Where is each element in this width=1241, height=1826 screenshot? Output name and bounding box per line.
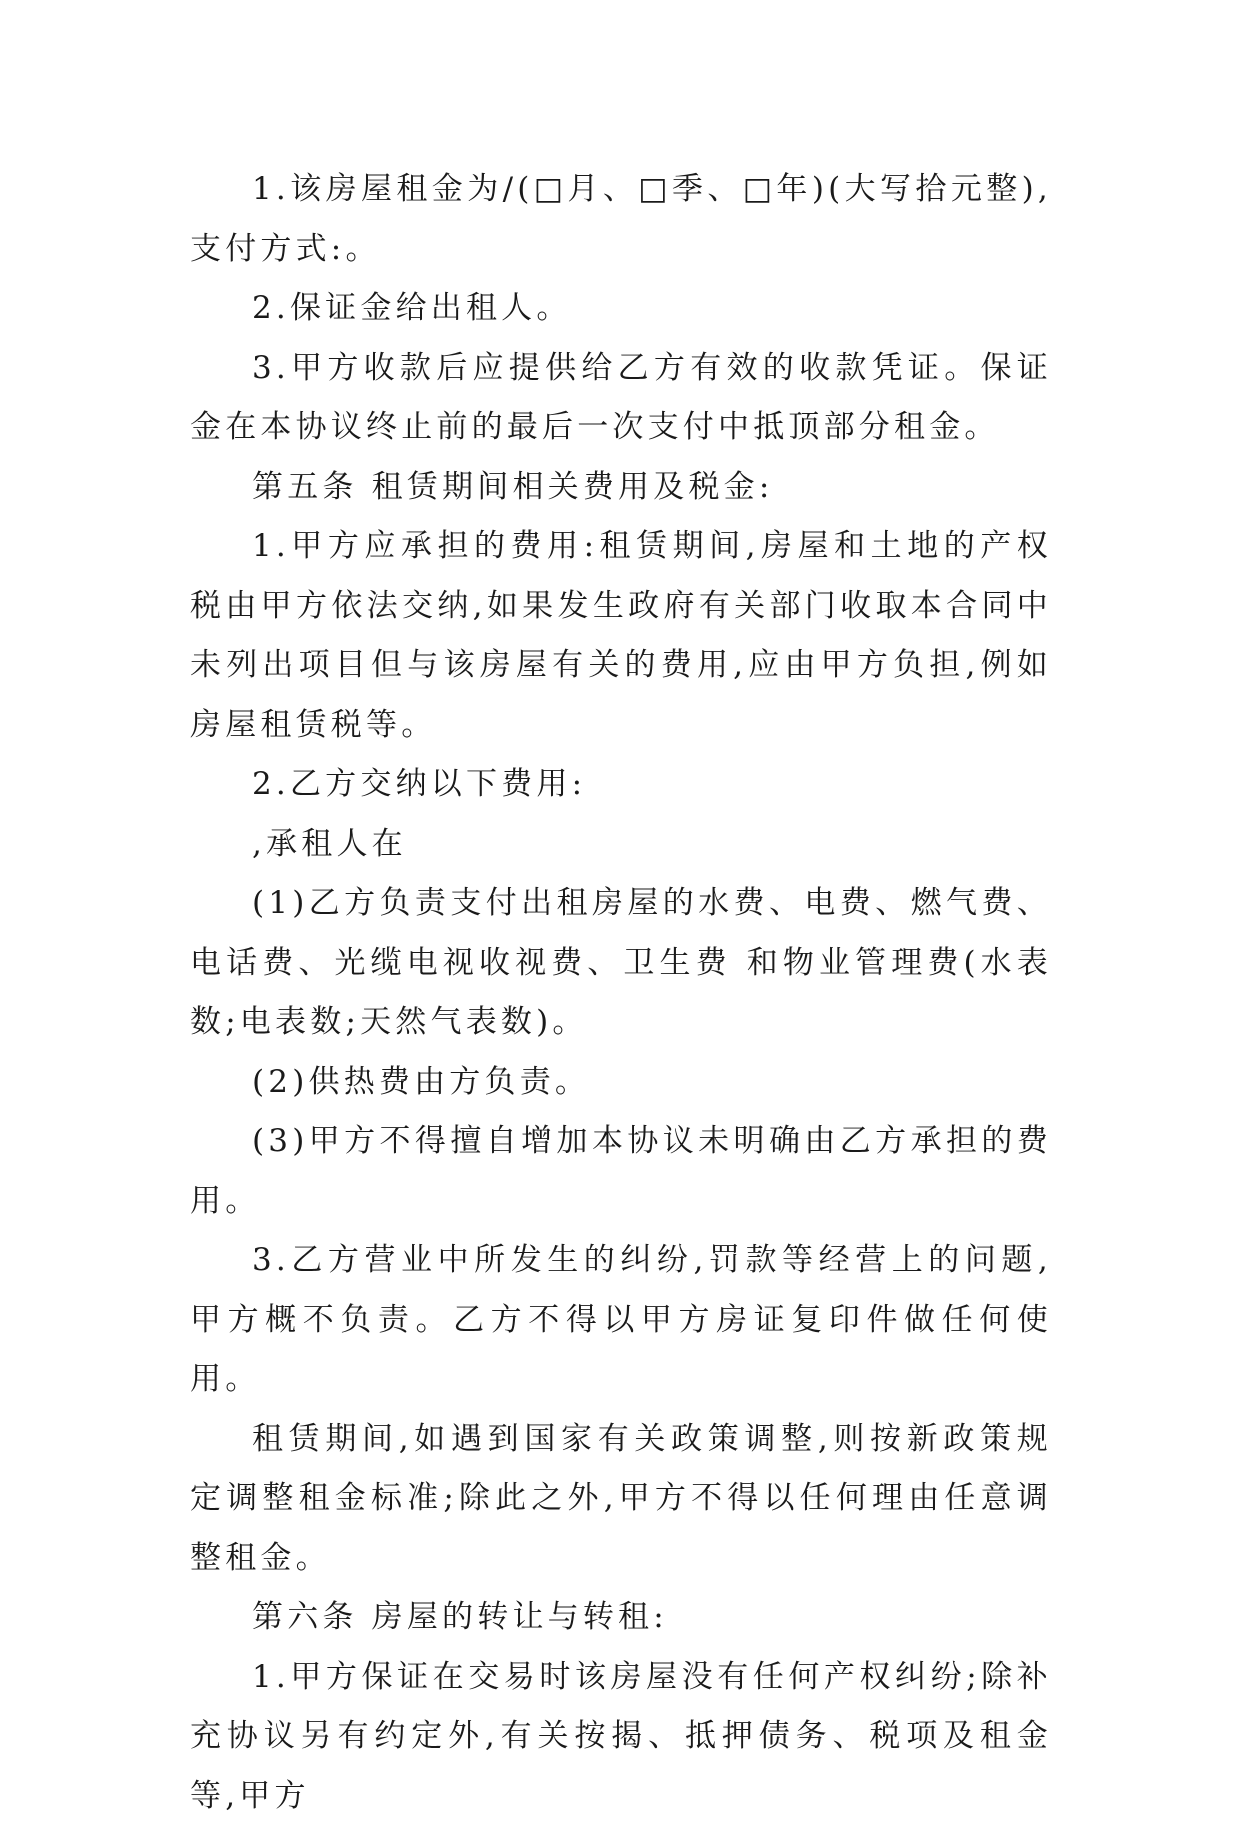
paragraph-no-extra-fees: (3)甲方不得擅自增加本协议未明确由乙方承担的费用。 <box>190 1112 1052 1231</box>
paragraph-policy-adjustment: 租赁期间,如遇到国家有关政策调整,则按新政策规定调整租金标准;除此之外,甲方不得以任何理由任意调整租金。 <box>190 1410 1052 1589</box>
paragraph-deposit: 2.保证金给出租人。 <box>190 279 1052 339</box>
paragraph-receipt: 3.甲方收款后应提供给乙方有效的收款凭证。保证金在本协议终止前的最后一次支付中抵顶部分租金。 <box>190 339 1052 458</box>
article-5-heading: 第五条 租赁期间相关费用及税金: <box>190 458 1052 518</box>
paragraph-landlord-fees: 1.甲方应承担的费用:租赁期间,房屋和土地的产权税由甲方依法交纳,如果发生政府有关部门收取本合同中未列出项目但与该房屋有关的费用,应由甲方负担,例如房屋租赁税等。 <box>190 517 1052 755</box>
document-body <box>190 160 1052 1826</box>
paragraph-utilities: (1)乙方负责支付出租房屋的水费、电费、燃气费、电话费、光缆电视收视费、卫生费 和物业管理费(水表数;电表数;天然气表数)。 <box>190 874 1052 1053</box>
paragraph-disputes: 3.乙方营业中所发生的纠纷,罚款等经营上的问题,甲方概不负责。乙方不得以甲方房证复印件做任何使用。 <box>190 1231 1052 1410</box>
paragraph-ownership-guarantee: 1.甲方保证在交易时该房屋没有任何产权纠纷;除补充协议另有约定外,有关按揭、抵押债务、税项及租金等,甲方 <box>190 1648 1052 1826</box>
paragraph-tenant-fragment: ,承租人在 <box>190 815 1052 875</box>
paragraph-rent-amount: 1.该房屋租金为/(□月、□季、□年)(大写拾元整),支付方式:。 <box>190 160 1052 279</box>
paragraph-tenant-fees: 2.乙方交纳以下费用: <box>190 755 1052 815</box>
paragraph-heating: (2)供热费由方负责。 <box>190 1053 1052 1113</box>
article-6-heading: 第六条 房屋的转让与转租: <box>190 1588 1052 1648</box>
